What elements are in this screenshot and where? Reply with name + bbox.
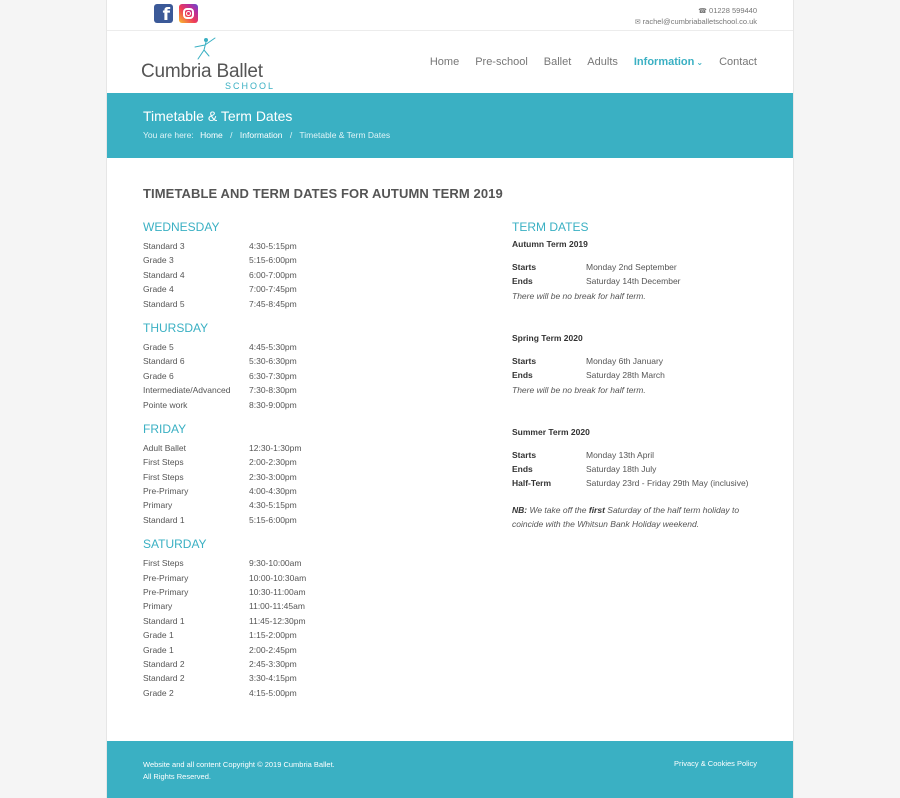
class-row [143, 484, 443, 498]
term-row: Ends Saturday 14th December [512, 276, 681, 287]
breadcrumb-prefix: You are here: [143, 130, 194, 140]
class-name: Primary [143, 500, 173, 511]
term-name: Autumn Term 2019 [512, 239, 588, 249]
class-row [143, 498, 443, 512]
class-row [143, 686, 443, 700]
class-row [143, 383, 443, 397]
class-row [143, 556, 443, 570]
logo[interactable] [141, 35, 281, 93]
class-name: Standard 4 [143, 269, 185, 280]
class-name: First Steps [143, 558, 184, 569]
term-row: Ends Saturday 28th March [512, 370, 665, 381]
class-name: Intermediate/Advanced [143, 385, 231, 396]
term-name: Spring Term 2020 [512, 332, 583, 343]
class-row [143, 297, 443, 311]
class-time: 1:15-2:00pm [249, 630, 297, 641]
class-time: 6:00-7:00pm [249, 269, 297, 280]
privacy-link[interactable]: Privacy & Cookies Policy [674, 759, 757, 768]
class-name: First Steps [143, 471, 184, 482]
class-name: Pre-Primary [143, 587, 189, 598]
breadcrumb-home[interactable]: Home [200, 130, 223, 140]
day-friday [143, 422, 443, 527]
phone-icon: ☎ [698, 8, 708, 15]
class-name: Standard 3 [143, 241, 185, 251]
nav-information[interactable]: Information ⌄ [633, 56, 704, 68]
top-bar [107, 0, 793, 31]
class-row [143, 239, 443, 253]
class-time: 10:00-10:30am [249, 572, 307, 583]
class-name: Standard 6 [143, 356, 185, 367]
class-time: 2:45-3:30pm [249, 658, 297, 669]
class-time: 11:00-11:45am [249, 601, 305, 612]
chevron-down-icon: ⌄ [696, 58, 704, 67]
section-title: TIMETABLE AND TERM DATES FOR AUTUMN TERM 2019 [143, 186, 503, 201]
class-time: 10:30-11:00am [249, 587, 306, 598]
class-time: 5:15-6:00pm [249, 514, 297, 525]
class-name: Grade 6 [143, 370, 174, 381]
class-name: Pre-Primary [143, 572, 189, 583]
class-name: Grade 4 [143, 284, 174, 295]
class-row [143, 441, 443, 455]
instagram-icon[interactable] [179, 4, 198, 23]
class-row [143, 571, 443, 585]
class-time: 9:30-10:00am [249, 558, 302, 569]
class-time: 2:00-2:30pm [249, 457, 297, 468]
day-heading: WEDNESDAY [143, 220, 220, 234]
class-time: 5:30-6:30pm [249, 356, 297, 367]
class-time: 5:15-6:00pm [249, 255, 297, 266]
envelope-icon: ✉ [634, 19, 641, 26]
class-row [143, 268, 443, 282]
nav-home[interactable]: Home [429, 56, 460, 68]
class-time: 12:30-1:30pm [249, 442, 302, 453]
breadcrumb-current: Timetable & Term Dates [299, 130, 391, 140]
main-nav [430, 56, 757, 68]
class-time: 4:15-5:00pm [249, 687, 297, 698]
logo-name: Cumbria Ballet [141, 61, 263, 82]
class-row [143, 470, 443, 484]
class-row [143, 253, 443, 267]
class-name: First Steps [143, 457, 184, 468]
class-time: 4:45-5:30pm [249, 341, 297, 352]
class-time: 6:30-7:30pm [249, 370, 297, 381]
breadcrumb [143, 130, 390, 140]
class-row [143, 585, 443, 599]
site-footer [107, 741, 793, 798]
breadcrumb-separator: / [289, 130, 293, 140]
day-saturday [143, 537, 443, 700]
class-time: 8:30-9:00pm [249, 399, 297, 410]
nb-note: NB: We take off the first Saturday of the half term holiday to coincide with the Whitsun Bank Holiday weekend. [512, 504, 740, 529]
email-link[interactable]: ✉ rachel@cumbriaballetschool.co.uk [634, 17, 757, 26]
class-row [143, 671, 443, 685]
class-time: 3:30-4:15pm [249, 673, 297, 684]
class-name: Primary [143, 601, 173, 612]
class-row [143, 455, 443, 469]
breadcrumb-information[interactable]: Information [239, 130, 283, 140]
day-wednesday [143, 220, 443, 311]
class-row [143, 628, 443, 642]
class-row [143, 643, 443, 657]
class-row [143, 657, 443, 671]
class-row [143, 354, 443, 368]
timetable [143, 220, 443, 710]
term-note: There will be no break for half term. [512, 290, 646, 301]
term-row: Starts Monday 2nd September [512, 262, 677, 272]
class-time: 2:30-3:00pm [249, 471, 297, 482]
class-row [143, 282, 443, 296]
term-note: There will be no break for half term. [512, 384, 646, 395]
class-row [143, 614, 443, 628]
class-row [143, 398, 443, 412]
copyright: Website and all content Copyright © 2019 Cumbria Ballet. All Rights Reserved. [143, 760, 335, 781]
logo-school: SCHOOL [225, 81, 276, 91]
dancer-icon [189, 35, 219, 61]
page-banner [107, 93, 793, 158]
class-row [143, 340, 443, 354]
class-name: Standard 2 [143, 658, 185, 669]
class-name: Grade 1 [143, 630, 174, 641]
day-thursday [143, 321, 443, 412]
term-row: Starts Monday 13th April [512, 449, 655, 460]
class-row [143, 513, 443, 527]
nav-adults[interactable]: Adults [587, 56, 618, 68]
class-name: Standard 5 [143, 298, 185, 309]
breadcrumb-separator: / [230, 130, 233, 140]
nav-ballet[interactable]: Ballet [543, 56, 572, 68]
term-row: Ends Saturday 18th July [512, 464, 657, 475]
nav-pre-school[interactable]: Pre-school [475, 56, 528, 68]
day-heading: THURSDAY [143, 320, 209, 335]
site-header [107, 31, 793, 93]
term-dates-heading: TERM DATES [512, 220, 589, 234]
class-time: 7:30-8:30pm [249, 385, 297, 396]
class-name: Standard 1 [143, 514, 185, 525]
class-name: Pointe work [143, 399, 188, 410]
page-title: Timetable & Term Dates [143, 108, 293, 124]
spring-term [512, 331, 772, 397]
class-row [143, 599, 443, 613]
day-heading: SATURDAY [143, 537, 207, 552]
class-name: Pre-Primary [143, 486, 189, 497]
class-name: Grade 2 [143, 687, 174, 698]
class-time: 7:00-7:45pm [249, 284, 297, 295]
class-name: Standard 1 [143, 615, 185, 626]
facebook-icon[interactable]: f [154, 4, 173, 23]
class-name: Adult Ballet [143, 442, 186, 453]
term-dates [512, 220, 772, 531]
class-name: Grade 5 [143, 341, 174, 352]
day-heading: FRIDAY [143, 421, 187, 436]
class-time: 7:45-8:45pm [249, 298, 297, 309]
nav-contact[interactable]: Contact [719, 56, 757, 68]
class-time: 4:00-4:30pm [249, 486, 297, 497]
page [106, 0, 794, 798]
summer-term [512, 425, 772, 491]
term-name: Summer Term 2020 [512, 426, 590, 437]
autumn-term [512, 237, 772, 303]
phone-number[interactable]: ☎ 01228 599440 [698, 6, 757, 15]
term-row: Half-Term Saturday 23rd - Friday 29th May (inclusive) [512, 478, 749, 489]
class-name: Grade 1 [143, 644, 174, 655]
class-time: 4:30-5:15pm [249, 241, 297, 251]
class-row [143, 369, 443, 383]
term-row: Starts Monday 6th January [512, 355, 664, 366]
class-name: Standard 2 [143, 673, 185, 684]
class-name: Grade 3 [143, 255, 174, 266]
class-time: 2:00-2:45pm [249, 644, 297, 655]
class-time: 11:45-12:30pm [249, 615, 306, 626]
class-time: 4:30-5:15pm [249, 500, 297, 511]
